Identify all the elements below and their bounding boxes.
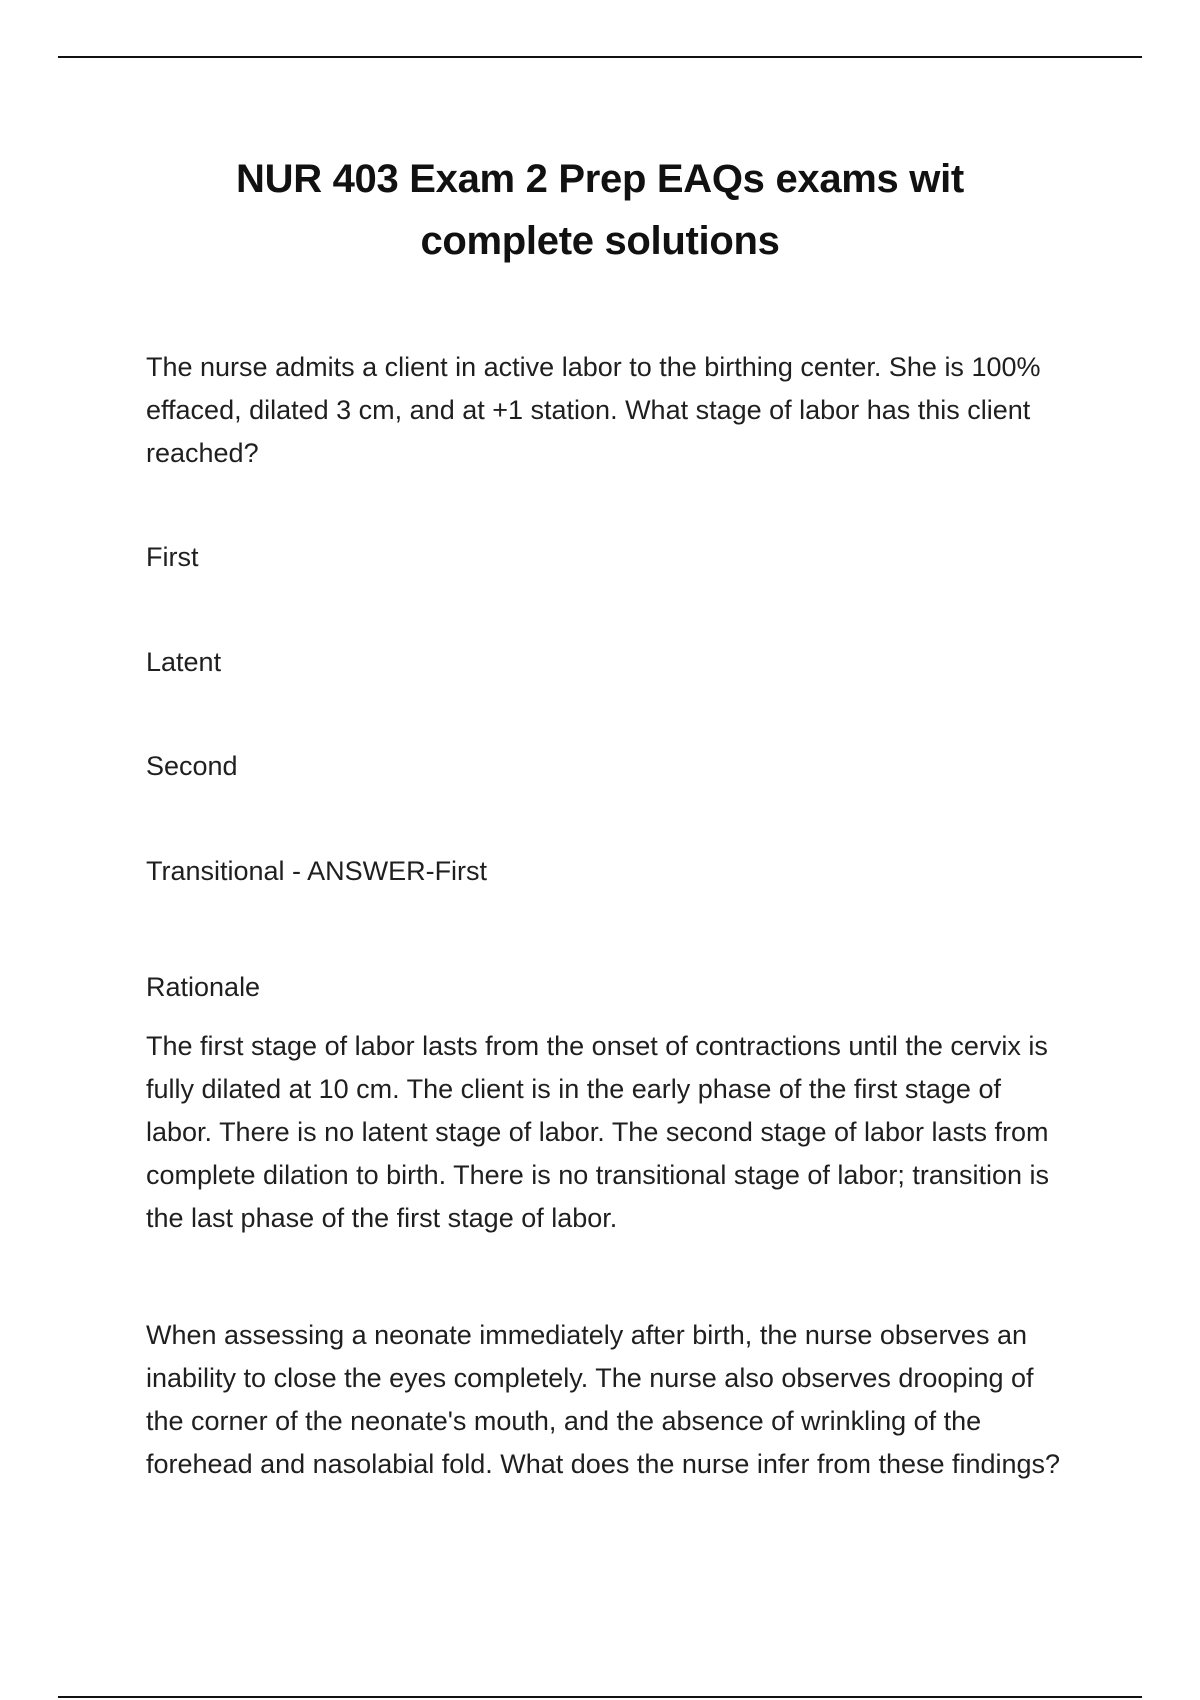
question-1-option-3: Second xyxy=(146,751,238,781)
top-rule xyxy=(58,56,1142,58)
rationale-heading: Rationale xyxy=(146,972,261,1002)
question-1-option-1: First xyxy=(146,542,199,572)
question-1-option-2: Latent xyxy=(146,647,222,677)
question-1-text: The nurse admits a client in active labor to the birthing center. She is 100% effaced, dilated 3 cm, and at +1 station. What stage of labor has this client reached? xyxy=(146,352,1041,468)
bottom-rule xyxy=(58,1696,1142,1698)
question-1-option-4-answer: Transitional - ANSWER-First xyxy=(146,856,488,886)
rationale-text: The first stage of labor lasts from the onset of contractions until the cervix is fully dilated at 10 cm. The client is in the early phase of the first stage of labor. There is no latent stage of labor. The second stage of labor lasts from complete dilation to birth. There is no transitional stage of labor; transition is the last phase of the first stage of labor. xyxy=(146,1031,1049,1233)
document-title: NUR 403 Exam 2 Prep EAQs exams wit complete solutions xyxy=(236,157,964,263)
question-2-text: When assessing a neonate immediately after birth, the nurse observes an inability to close the eyes completely. The nurse also observes drooping of the corner of the neonate's mouth, and the absence of wrinkling of the forehead and nasolabial fold. What does the nurse infer from these findings? xyxy=(146,1320,1061,1479)
